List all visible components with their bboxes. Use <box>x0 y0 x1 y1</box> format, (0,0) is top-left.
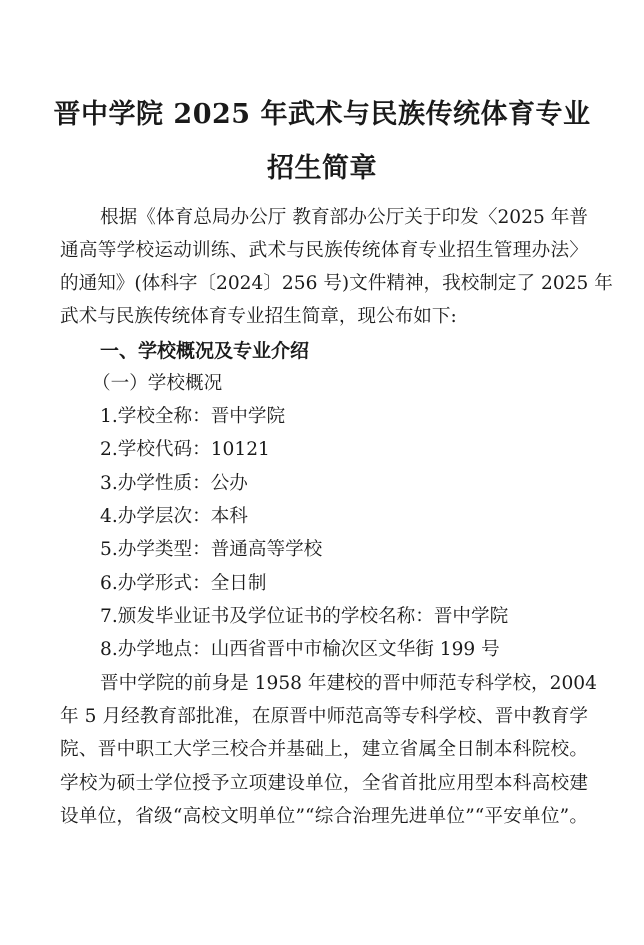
fact-item: 6.办学形式：全日制 <box>100 573 267 594</box>
fact-item: 7.颁发毕业证书及学位证书的学校名称：晋中学院 <box>100 606 509 627</box>
section-heading: 一、学校概况及专业介绍 <box>100 340 310 362</box>
fact-item: 1.学校全称：晋中学院 <box>100 406 286 427</box>
history-paragraph-line: 院、晋中职工大学三校合并基础上，建立省属全日制本科院校。 <box>60 739 588 760</box>
intro-paragraph-line: 的通知》(体科字〔2024〕256 号)文件精神，我校制定了 2025 年 <box>60 273 613 294</box>
history-paragraph-line: 晋中学院的前身是 1958 年建校的晋中师范专科学校，2004 <box>100 673 597 694</box>
intro-paragraph-line: 通高等学校运动训练、武术与民族传统体育专业招生管理办法〉 <box>60 240 588 261</box>
history-paragraph-line: 设单位，省级“高校文明单位”“综合治理先进单位”“平安单位”。 <box>60 806 588 827</box>
intro-paragraph-line: 武术与民族传统体育专业招生简章，现公布如下: <box>60 306 457 327</box>
fact-item: 2.学校代码：10121 <box>100 439 270 460</box>
history-paragraph-line: 学校为硕士学位授予立项建设单位，全省首批应用型本科高校建 <box>60 773 588 794</box>
fact-item: 3.办学性质：公办 <box>100 473 248 494</box>
intro-paragraph-line: 根据《体育总局办公厅 教育部办公厅关于印发〈2025 年普 <box>100 207 588 228</box>
history-paragraph-line: 年 5 月经教育部批准，在原晋中师范高等专科学校、晋中教育学 <box>60 706 588 727</box>
fact-item: 8.办学地点：山西省晋中市榆次区文华街 199 号 <box>100 639 500 660</box>
fact-item: 5.办学类型：普通高等学校 <box>100 539 323 560</box>
fact-item: 4.办学层次：本科 <box>100 506 248 527</box>
subsection-heading: （一）学校概况 <box>92 373 223 394</box>
document-title-line-1: 晋中学院 2025 年武术与民族传统体育专业 <box>53 99 591 130</box>
document-title-line-2: 招生简章 <box>267 153 377 184</box>
